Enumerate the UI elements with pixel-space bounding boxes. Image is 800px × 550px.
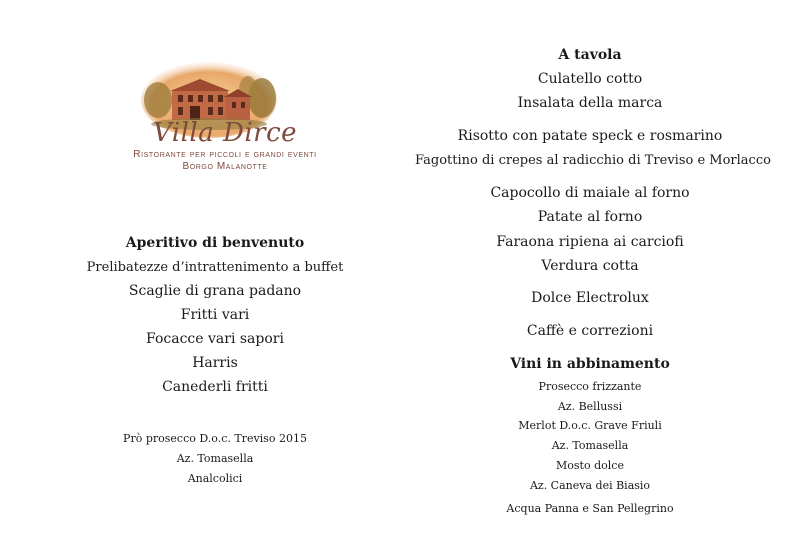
tavola-item: Dolce Electrolux: [531, 290, 649, 306]
tavola-item: Faraona ripiena ai carciofi: [496, 234, 684, 250]
vini-item: Az. Tomasella: [551, 439, 629, 452]
vini-item: Mosto dolce: [556, 459, 624, 472]
aperitivo-item: Canederli fritti: [162, 379, 268, 395]
tavola-item: Caffè e correzioni: [526, 323, 654, 339]
aperitivo-item: Fritti vari: [180, 307, 250, 323]
logo-name: Villa Dirce: [152, 118, 298, 148]
vini-item: Az. Caneva dei Biasio: [529, 479, 651, 492]
tavola-item: Verdura cotta: [541, 258, 639, 274]
logo-subtitle: Ristorante per piccoli e grandi eventi: [133, 149, 317, 160]
tavola-item: Culatello cotto: [537, 71, 643, 87]
aperitivo-drink: Az. Tomasella: [176, 452, 254, 465]
tavola-heading: A tavola: [558, 47, 622, 63]
vini-item: Prosecco frizzante: [538, 380, 642, 393]
aperitivo-item: Harris: [192, 355, 238, 371]
vini-item: Az. Bellussi: [557, 400, 623, 413]
tavola-item: Patate al forno: [537, 209, 643, 225]
tavola-item: Fagottino di crepes al radicchio di Treviso e Morlacco: [415, 153, 771, 168]
tavola-item: Risotto con patate speck e rosmarino: [457, 128, 723, 144]
aperitivo-heading: Aperitivo di benvenuto: [125, 235, 305, 251]
villa-dirce-logo: [90, 60, 360, 175]
vini-item: Merlot D.o.c. Grave Friuli: [518, 419, 662, 432]
aperitivo-item: Scaglie di grana padano: [128, 283, 302, 299]
logo-location: Borgo Malanotte: [182, 161, 268, 172]
vini-item: Acqua Panna e San Pellegrino: [506, 502, 674, 515]
tavola-item: Capocollo di maiale al forno: [490, 185, 690, 201]
aperitivo-drink: Analcolici: [187, 472, 243, 485]
aperitivo-item: Focacce vari sapori: [146, 331, 284, 347]
aperitivo-drink: Prò prosecco D.o.c. Treviso 2015: [123, 432, 307, 445]
tavola-item: Insalata della marca: [517, 95, 663, 111]
aperitivo-item: Prelibatezze d’intrattenimento a buffet: [86, 260, 344, 275]
vini-heading: Vini in abbinamento: [510, 356, 670, 372]
